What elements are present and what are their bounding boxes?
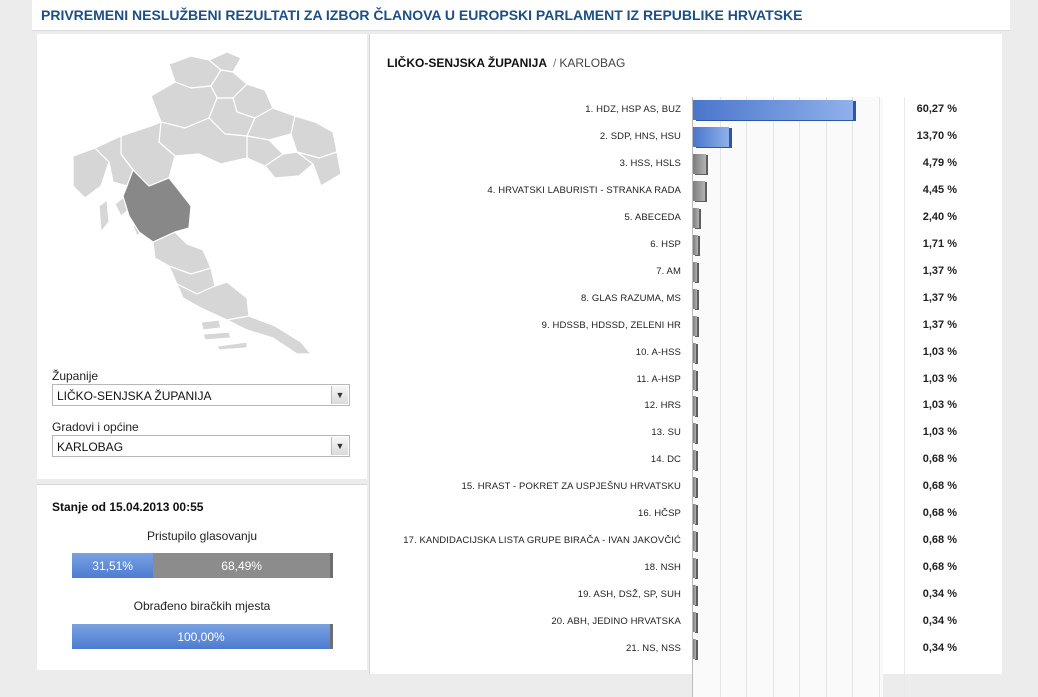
result-percentage: 1,03 % [922,372,957,385]
result-party-label: 3. HSS, HSLS [619,157,681,169]
result-percentage: 0,68 % [922,561,957,574]
map-island-cres [99,200,109,232]
result-row [370,393,1002,420]
result-percentage: 4,79 % [922,156,957,169]
result-percentage: 0,34 % [922,615,957,628]
result-bar [693,316,697,336]
result-row [370,501,1002,528]
result-bar [693,504,696,524]
result-row [370,259,1002,286]
result-bar [693,450,696,470]
result-party-label: 5. ABECEDA [624,211,681,223]
result-percentage: 1,03 % [922,426,957,439]
result-percentage: 1,37 % [922,318,957,331]
turnout-progress-bar [72,553,330,578]
result-row [370,367,1002,394]
processed-progress-bar [72,624,330,649]
result-row [370,609,1002,636]
breadcrumb-county[interactable]: LIČKO-SENJSKA ŽUPANIJA [387,56,548,70]
result-bar [693,531,696,551]
result-percentage: 13,70 % [916,129,957,142]
city-label: Gradovi i općine [52,420,139,434]
result-percentage: 0,68 % [922,507,957,520]
result-bar [693,127,729,147]
result-party-label: 18. NSH [644,562,681,574]
result-party-label: 12. HRS [644,400,681,412]
result-party-label: 16. HČSP [637,508,681,520]
page-title: PRIVREMENI NESLUŽBENI REZULTATI ZA IZBOR ČLANOVA U EUROPSKI PARLAMENT IZ REPUBLIKE HRVATSKE [41,7,803,23]
result-bar [693,154,706,174]
county-label: Županije [52,369,99,383]
map-island-korcula [217,342,247,350]
result-bar [693,477,696,497]
city-select-value: KARLOBAG [57,440,124,454]
result-party-label: 13. SU [651,427,681,439]
result-party-label: 11. A-HSP [636,373,681,385]
result-percentage: 1,37 % [922,264,957,277]
status-timestamp: Stanje od 15.04.2013 00:55 [52,500,204,514]
left-panel [37,34,367,479]
result-party-label: 4. HRVATSKI LABURISTI - STRANKA RADA [487,184,681,196]
result-bar [693,612,696,632]
result-percentage: 1,03 % [922,345,957,358]
breadcrumb [387,56,625,70]
result-bar [693,208,699,228]
city-select[interactable] [52,435,350,457]
breadcrumb-separator: / [553,56,557,70]
result-party-label: 7. AM [656,265,681,277]
result-bar [693,181,705,201]
result-bar [693,639,696,659]
result-row [370,555,1002,582]
result-party-label: 20. ABH, JEDINO HRVATSKA [551,616,681,628]
result-bar [693,370,696,390]
result-row [370,447,1002,474]
result-row [370,205,1002,232]
result-party-label: 8. GLAS RAZUMA, MS [581,292,681,304]
result-percentage: 0,68 % [922,480,957,493]
result-bar [693,235,698,255]
chevron-down-icon[interactable]: ▼ [331,437,348,455]
result-bar [693,289,697,309]
breadcrumb-city: KARLOBAG [559,56,626,70]
result-row [370,151,1002,178]
result-percentage: 0,68 % [922,453,957,466]
result-party-label: 2. SDP, HNS, HSU [599,130,681,142]
results-panel [369,34,1002,674]
result-party-label: 1. HDZ, HSP AS, BUZ [585,104,681,115]
result-row [370,313,1002,340]
map-island-hvar [203,332,231,340]
result-row [370,582,1002,609]
result-party-label: 21. NS, NSS [626,643,681,654]
result-row [370,420,1002,447]
county-select-value: LIČKO-SENJSKA ŽUPANIJA [57,389,212,403]
turnout-yes-value: 31,51% [92,559,133,573]
result-percentage: 0,34 % [922,588,957,601]
result-bar [693,585,696,605]
result-percentage: 60,27 % [916,103,957,115]
result-row [370,340,1002,367]
result-party-label: 19. ASH, DSŽ, SP, SUH [577,589,681,601]
result-party-label: 10. A-HSS [635,346,681,358]
result-bar [693,262,697,282]
processed-value: 100,00% [177,630,225,644]
map-island-brac [201,320,221,330]
result-party-label: 17. KANDIDACIJSKA LISTA GRUPE BIRAČA - IVAN JAKOVČIĆ [403,535,681,547]
result-row [370,97,1002,124]
result-bar [693,100,853,120]
page-header [32,0,1010,31]
result-party-label: 15. HRAST - POKRET ZA USPJEŠNU HRVATSKU [461,481,681,493]
result-percentage: 1,37 % [922,291,957,304]
result-row [370,474,1002,501]
result-percentage: 1,03 % [922,399,957,412]
result-party-label: 6. HSP [650,238,681,250]
turnout-label: Pristupilo glasovanju [146,529,258,543]
result-percentage: 4,45 % [922,183,957,196]
result-row [370,286,1002,313]
result-percentage: 1,71 % [922,237,957,250]
result-row [370,528,1002,555]
result-bar [693,396,696,416]
county-select[interactable] [52,384,350,406]
result-percentage: 0,34 % [922,642,957,654]
result-row [370,178,1002,205]
result-bar [693,558,696,578]
result-bar [693,343,696,363]
chevron-down-icon[interactable]: ▼ [331,386,348,404]
result-party-label: 9. HDSSB, HDSSD, ZELENI HR [541,319,681,331]
result-row [370,636,1002,663]
croatia-map[interactable] [51,36,351,356]
result-row [370,232,1002,259]
processed-label: Obrađeno biračkih mjesta [133,599,271,613]
status-panel [37,484,367,670]
result-row [370,124,1002,151]
result-percentage: 2,40 % [922,210,957,223]
result-percentage: 0,68 % [922,534,957,547]
result-bar [693,423,696,443]
turnout-no-value: 68,49% [221,559,262,573]
result-party-label: 14. DC [650,454,681,466]
